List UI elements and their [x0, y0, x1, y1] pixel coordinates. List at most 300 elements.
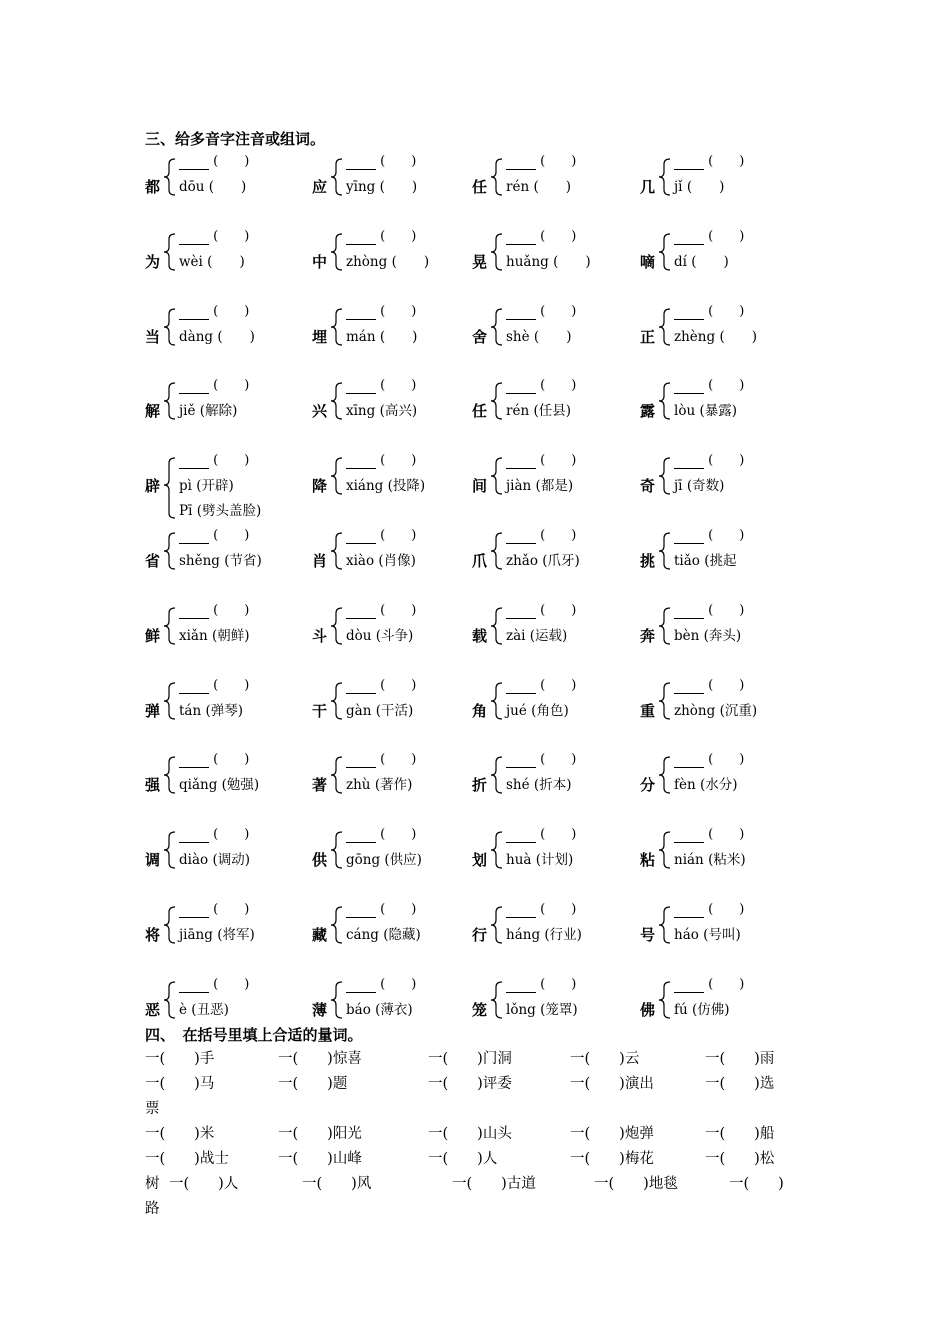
word-blank-paren[interactable]: ( ): [213, 154, 250, 169]
measure-noun: 松: [759, 1151, 775, 1167]
word-blank-paren[interactable]: ( ): [213, 902, 250, 917]
word-text[interactable]: (丑恶): [191, 1001, 229, 1018]
pinyin-blank[interactable]: [346, 231, 376, 245]
measure-word-item[interactable]: [705, 1147, 774, 1172]
measure-word-item[interactable]: [452, 1172, 536, 1197]
word-blank-paren[interactable]: ( ): [213, 528, 250, 543]
blank-line[interactable]: [346, 304, 416, 320]
pinyin-blank[interactable]: [674, 605, 704, 619]
blank-line[interactable]: [179, 902, 249, 918]
blank-line[interactable]: [506, 453, 576, 469]
word-blank-paren[interactable]: ( ): [540, 228, 577, 244]
polyphone-entry: [640, 752, 820, 816]
measure-blank[interactable]: 一( ): [302, 1176, 357, 1192]
measure-blank[interactable]: 一( ): [428, 1126, 483, 1142]
pinyin-blank[interactable]: [506, 530, 536, 544]
word-text[interactable]: (肖像): [378, 553, 416, 569]
blank-line[interactable]: [346, 528, 416, 544]
brace-icon: [658, 682, 672, 720]
measure-word-item[interactable]: [145, 1122, 214, 1147]
word-text[interactable]: (解除): [199, 403, 238, 420]
pinyin-line: [346, 328, 417, 346]
word-text[interactable]: ( ): [691, 253, 729, 270]
pinyin-blank[interactable]: [346, 380, 376, 394]
pinyin-line: [674, 702, 757, 720]
polyphone-entry: [472, 602, 652, 667]
measure-blank[interactable]: 一( ): [594, 1176, 649, 1192]
polyphone-entry: [312, 602, 492, 667]
blank-line[interactable]: [346, 902, 416, 918]
word-text[interactable]: ( ): [208, 179, 247, 195]
blank-line[interactable]: [346, 977, 416, 993]
pinyin-blank[interactable]: [506, 904, 536, 918]
pinyin-blank[interactable]: [346, 306, 376, 320]
word-blank-paren[interactable]: ( ): [540, 902, 577, 917]
measure-blank[interactable]: 一( ): [705, 1076, 760, 1092]
measure-word-item[interactable]: [278, 1072, 347, 1097]
word-text[interactable]: ( ): [553, 253, 591, 270]
word-text[interactable]: (暴露): [699, 403, 737, 420]
brace-icon: [490, 308, 504, 346]
pinyin-blank[interactable]: [179, 680, 209, 694]
measure-word-item[interactable]: [428, 1047, 512, 1072]
pinyin-blank[interactable]: [346, 680, 376, 694]
blank-line[interactable]: [506, 154, 576, 170]
brace-icon: [163, 532, 177, 570]
brace-icon: [658, 158, 672, 196]
pinyin-text: Pī: [179, 503, 193, 520]
blank-line[interactable]: [346, 678, 416, 694]
pinyin-blank[interactable]: [179, 754, 209, 768]
measure-word-item[interactable]: [278, 1147, 362, 1172]
pinyin-blank[interactable]: [179, 156, 209, 170]
measure-blank[interactable]: 一( ): [452, 1176, 507, 1192]
pinyin-text: zhǎo: [506, 553, 538, 569]
blank-line[interactable]: [179, 304, 249, 320]
word-blank-paren[interactable]: ( ): [213, 752, 250, 768]
blank-line[interactable]: [674, 752, 744, 768]
measure-word-item[interactable]: [145, 1072, 214, 1097]
polyphone-entry: [145, 677, 328, 742]
pinyin-blank[interactable]: [179, 904, 209, 918]
measure-noun: 门洞: [482, 1051, 512, 1067]
measure-word-item[interactable]: [570, 1122, 654, 1147]
measure-word-item[interactable]: [145, 1047, 214, 1072]
blank-line[interactable]: [674, 678, 744, 694]
word-text[interactable]: (运载): [529, 627, 568, 644]
pinyin-blank[interactable]: [674, 455, 704, 469]
measure-blank[interactable]: 一( ): [145, 1151, 200, 1167]
word-blank-paren[interactable]: ( ): [708, 228, 745, 244]
word-blank-paren[interactable]: ( ): [708, 528, 745, 543]
word-text[interactable]: (任县): [533, 403, 571, 420]
word-text[interactable]: ( ): [217, 328, 255, 345]
pinyin-blank[interactable]: [674, 904, 704, 918]
pinyin-blank[interactable]: [674, 306, 704, 320]
pinyin-line: [179, 627, 250, 645]
measure-blank[interactable]: 一( ): [428, 1076, 483, 1092]
pinyin-blank[interactable]: [674, 979, 704, 993]
word-text[interactable]: ( ): [379, 328, 418, 345]
word-text[interactable]: (奇数): [686, 478, 725, 495]
polyphone-entry: [145, 528, 328, 592]
word-text[interactable]: ( ): [379, 179, 418, 195]
blank-line[interactable]: [674, 229, 744, 245]
polyphone-entry: [312, 154, 492, 218]
brace-icon: [163, 756, 177, 794]
word-blank-paren[interactable]: ( ): [540, 677, 577, 693]
pinyin-blank[interactable]: [346, 156, 376, 170]
pinyin-blank[interactable]: [179, 829, 209, 843]
pinyin-blank[interactable]: [179, 979, 209, 993]
word-text[interactable]: (角色): [531, 702, 569, 719]
blank-line[interactable]: [674, 827, 744, 843]
pinyin-blank[interactable]: [506, 306, 536, 320]
pinyin-text: zhòng: [674, 702, 716, 719]
word-text[interactable]: (都是): [535, 478, 574, 495]
word-blank-paren[interactable]: ( ): [380, 602, 417, 618]
measure-blank[interactable]: 一( ): [570, 1051, 625, 1067]
polyphone-entry: [145, 453, 328, 520]
word-text[interactable]: (开辟): [196, 478, 234, 495]
pinyin-text: xiào: [346, 553, 375, 569]
pinyin-blank[interactable]: [179, 231, 209, 245]
pinyin-line: [506, 402, 571, 420]
blank-line[interactable]: [179, 752, 249, 768]
pinyin-blank[interactable]: [674, 380, 704, 394]
blank-line[interactable]: [346, 378, 416, 394]
word-blank-paren[interactable]: ( ): [213, 453, 250, 469]
word-text[interactable]: (弹琴): [205, 702, 244, 719]
blank-line[interactable]: [506, 528, 576, 544]
blank-line[interactable]: [346, 229, 416, 245]
word-text[interactable]: ( ): [391, 253, 430, 270]
blank-line[interactable]: [506, 752, 576, 768]
blank-line[interactable]: [674, 528, 744, 544]
word-text[interactable]: (号叫): [703, 927, 741, 943]
measure-noun: 演出: [624, 1076, 654, 1092]
measure-blank[interactable]: 一( ): [278, 1076, 333, 1092]
polyphone-char: 几: [640, 178, 656, 196]
word-blank-paren[interactable]: ( ): [540, 154, 577, 169]
pinyin-blank[interactable]: [346, 904, 376, 918]
word-blank-paren[interactable]: ( ): [708, 303, 745, 319]
polyphone-char: 间: [472, 477, 488, 496]
blank-line[interactable]: [179, 229, 249, 245]
word-blank-paren[interactable]: ( ): [708, 677, 745, 693]
pinyin-blank[interactable]: [506, 605, 536, 619]
word-text[interactable]: ( ): [533, 328, 572, 345]
word-blank-paren[interactable]: ( ): [708, 902, 745, 917]
measure-blank[interactable]: 一( ): [705, 1151, 760, 1167]
brace-icon: [490, 981, 504, 1019]
blank-line[interactable]: [506, 229, 576, 245]
word-blank-paren[interactable]: ( ): [380, 677, 417, 693]
pinyin-text: jiàn: [506, 478, 532, 495]
word-blank-paren[interactable]: ( ): [540, 602, 577, 618]
pinyin-text: rén: [506, 179, 530, 195]
word-text[interactable]: (折本): [533, 777, 572, 794]
pinyin-blank[interactable]: [346, 979, 376, 993]
word-text[interactable]: (笼罩): [540, 1001, 578, 1018]
word-blank-paren[interactable]: ( ): [380, 752, 417, 768]
word-blank-paren[interactable]: ( ): [540, 378, 577, 394]
word-text[interactable]: (将军): [217, 927, 255, 943]
pinyin-blank[interactable]: [346, 530, 376, 544]
word-blank-paren[interactable]: ( ): [380, 453, 417, 469]
polyphone-char: 折: [472, 776, 488, 795]
blank-line[interactable]: [346, 453, 416, 469]
measure-blank[interactable]: 一( ): [428, 1151, 483, 1167]
word-text[interactable]: (调动): [212, 852, 250, 869]
pinyin-blank[interactable]: [674, 680, 704, 694]
brace-icon: [330, 756, 344, 794]
word-text[interactable]: (朝鲜): [211, 627, 250, 644]
brace-icon: [490, 607, 504, 645]
measure-word-item[interactable]: [570, 1047, 639, 1072]
blank-line[interactable]: [506, 827, 576, 843]
pinyin-line: [179, 477, 234, 495]
word-text[interactable]: (投降): [387, 478, 426, 495]
word-blank-paren[interactable]: ( ): [540, 528, 577, 543]
measure-blank[interactable]: 一( ): [145, 1051, 200, 1067]
measure-noun: 船: [759, 1126, 775, 1142]
blank-line[interactable]: [674, 603, 744, 619]
word-text[interactable]: ( ): [719, 328, 757, 345]
pinyin-blank[interactable]: [674, 231, 704, 245]
blank-line[interactable]: [346, 752, 416, 768]
word-blank-paren[interactable]: ( ): [380, 154, 417, 169]
brace-icon: [490, 682, 504, 720]
word-text[interactable]: (干活): [375, 702, 414, 719]
polyphone-entry: [312, 827, 492, 891]
pinyin-blank[interactable]: [346, 605, 376, 619]
word-blank-paren[interactable]: ( ): [540, 976, 577, 992]
measure-word-item[interactable]: [278, 1122, 362, 1147]
word-blank-paren[interactable]: ( ): [213, 602, 250, 618]
pinyin-blank[interactable]: [346, 829, 376, 843]
measure-blank[interactable]: 一( ): [729, 1176, 784, 1192]
blank-line[interactable]: [179, 453, 249, 469]
word-blank-paren[interactable]: ( ): [708, 453, 745, 469]
word-blank-paren[interactable]: ( ): [540, 752, 577, 768]
word-text[interactable]: (爪牙): [542, 553, 580, 569]
blank-line[interactable]: [179, 827, 249, 843]
word-text[interactable]: (薄衣): [375, 1001, 413, 1018]
measure-word-item[interactable]: [705, 1047, 774, 1072]
word-blank-paren[interactable]: ( ): [213, 976, 250, 992]
measure-word-item[interactable]: [570, 1072, 654, 1097]
blank-line[interactable]: [674, 977, 744, 993]
measure-blank[interactable]: 一( ): [570, 1076, 625, 1092]
measure-word-item[interactable]: [570, 1147, 654, 1172]
brace-icon: [163, 607, 177, 645]
blank-line[interactable]: [674, 453, 744, 469]
word-text[interactable]: (仿佛): [692, 1001, 730, 1018]
word-blank-paren[interactable]: ( ): [213, 378, 250, 394]
word-blank-paren[interactable]: ( ): [380, 827, 417, 843]
word-blank-paren[interactable]: ( ): [540, 453, 577, 469]
measure-word-item[interactable]: [705, 1122, 774, 1147]
word-text[interactable]: (水分): [699, 777, 738, 794]
word-blank-paren[interactable]: ( ): [380, 378, 417, 394]
brace-icon: [163, 158, 177, 196]
pinyin-blank[interactable]: [179, 455, 209, 469]
blank-line[interactable]: [506, 603, 576, 619]
pinyin-blank[interactable]: [179, 605, 209, 619]
pinyin-line: [674, 477, 724, 495]
pinyin-blank[interactable]: [506, 156, 536, 170]
word-text[interactable]: (供应): [384, 852, 422, 869]
polyphone-entry: [145, 902, 328, 966]
measure-blank[interactable]: 一( ): [169, 1176, 224, 1192]
word-text[interactable]: (行业): [544, 927, 582, 943]
word-blank-paren[interactable]: ( ): [380, 303, 417, 319]
blank-line[interactable]: [179, 154, 249, 170]
blank-line[interactable]: [506, 304, 576, 320]
word-blank-paren[interactable]: ( ): [213, 228, 250, 244]
word-text[interactable]: (斗争): [375, 627, 414, 644]
word-text[interactable]: (计划): [535, 852, 574, 869]
pinyin-blank[interactable]: [506, 680, 536, 694]
pinyin-blank[interactable]: [506, 829, 536, 843]
blank-line[interactable]: [674, 902, 744, 918]
measure-word-item[interactable]: [705, 1072, 774, 1097]
measure-word-item[interactable]: [302, 1172, 371, 1197]
pinyin-blank[interactable]: [674, 829, 704, 843]
measure-word-item[interactable]: [594, 1172, 678, 1197]
measure-noun: 雨: [759, 1051, 775, 1067]
blank-line[interactable]: [506, 678, 576, 694]
pinyin-blank[interactable]: [179, 306, 209, 320]
pinyin-line: [346, 1001, 413, 1019]
pinyin-text: lòu: [674, 403, 696, 420]
pinyin-line: [506, 851, 573, 869]
polyphone-entry: [640, 453, 820, 517]
pinyin-line: [346, 402, 417, 420]
word-blank-paren[interactable]: ( ): [213, 677, 250, 693]
measure-blank[interactable]: 一( ): [570, 1151, 625, 1167]
polyphone-entry: [472, 827, 652, 891]
measure-blank[interactable]: 一( ): [145, 1076, 200, 1092]
word-blank-paren[interactable]: ( ): [540, 827, 577, 843]
measure-word-item[interactable]: [428, 1072, 512, 1097]
word-text[interactable]: (粘米): [708, 852, 746, 869]
word-text[interactable]: (节省): [224, 553, 262, 569]
polyphone-entry: [145, 827, 328, 891]
pinyin-blank[interactable]: [179, 380, 209, 394]
pinyin-text: shěng: [179, 553, 220, 569]
pinyin-blank[interactable]: [674, 754, 704, 768]
word-text[interactable]: ( ): [533, 179, 571, 195]
pinyin-line: [506, 477, 573, 495]
measure-blank[interactable]: 一( ): [278, 1126, 333, 1142]
measure-word-item[interactable]: [428, 1147, 497, 1172]
measure-word-item[interactable]: [169, 1172, 238, 1197]
blank-line[interactable]: [179, 977, 249, 993]
pinyin-blank[interactable]: [506, 979, 536, 993]
measure-word-item[interactable]: [729, 1172, 784, 1197]
measure-word-item[interactable]: [428, 1122, 512, 1147]
blank-line[interactable]: [346, 154, 416, 170]
measure-word-item[interactable]: [278, 1047, 362, 1072]
word-text[interactable]: ( ): [207, 253, 245, 270]
word-blank-paren[interactable]: ( ): [708, 154, 745, 169]
blank-line[interactable]: [506, 902, 576, 918]
word-blank-paren[interactable]: ( ): [540, 303, 577, 319]
word-text[interactable]: (著作): [374, 777, 413, 794]
blank-line[interactable]: [506, 977, 576, 993]
blank-line[interactable]: [179, 378, 249, 394]
pinyin-blank[interactable]: [506, 754, 536, 768]
blank-line[interactable]: [179, 603, 249, 619]
word-blank-paren[interactable]: ( ): [213, 303, 250, 319]
blank-line[interactable]: [674, 304, 744, 320]
word-blank-paren[interactable]: ( ): [708, 752, 745, 768]
blank-line[interactable]: [179, 528, 249, 544]
word-text[interactable]: (勉强): [221, 777, 260, 794]
word-text[interactable]: (奔头): [703, 627, 742, 644]
polyphone-char: 任: [472, 178, 488, 196]
measure-blank[interactable]: 一( ): [278, 1051, 333, 1067]
measure-blank[interactable]: 一( ): [705, 1126, 760, 1142]
polyphone-entry: [472, 976, 652, 1041]
blank-line[interactable]: [179, 678, 249, 694]
measure-blank[interactable]: 一( ): [145, 1126, 200, 1142]
word-blank-paren[interactable]: ( ): [708, 827, 745, 843]
pinyin-line: [346, 477, 425, 495]
word-text[interactable]: (沉重): [719, 702, 758, 719]
measure-blank[interactable]: 一( ): [278, 1151, 333, 1167]
pinyin-blank[interactable]: [179, 530, 209, 544]
measure-blank[interactable]: 一( ): [428, 1051, 483, 1067]
measure-blank[interactable]: 一( ): [570, 1126, 625, 1142]
word-blank-paren[interactable]: ( ): [213, 827, 250, 843]
pinyin-blank[interactable]: [506, 231, 536, 245]
pinyin-blank[interactable]: [506, 455, 536, 469]
word-blank-paren[interactable]: ( ): [708, 378, 745, 394]
blank-line[interactable]: [346, 603, 416, 619]
blank-line[interactable]: [506, 378, 576, 394]
pinyin-text: jiě: [179, 403, 196, 420]
word-text[interactable]: (挑起: [704, 553, 737, 569]
pinyin-text: rén: [506, 403, 530, 420]
word-blank-paren[interactable]: ( ): [380, 976, 417, 992]
pinyin-text: dōu: [179, 179, 205, 195]
blank-line[interactable]: [346, 827, 416, 843]
measure-word-item[interactable]: [145, 1147, 229, 1172]
word-text[interactable]: ( ): [686, 179, 725, 195]
polyphone-char: 载: [472, 626, 488, 645]
pinyin-blank[interactable]: [346, 455, 376, 469]
pinyin-blank[interactable]: [506, 380, 536, 394]
word-text[interactable]: (隐藏): [383, 927, 421, 943]
word-text[interactable]: (高兴): [379, 403, 418, 420]
word-blank-paren[interactable]: ( ): [380, 228, 417, 244]
blank-line[interactable]: [674, 154, 744, 170]
pinyin-blank[interactable]: [346, 754, 376, 768]
pinyin-text: fèn: [674, 777, 696, 794]
polyphone-char: 干: [312, 701, 328, 720]
word-blank-paren[interactable]: ( ): [380, 902, 417, 917]
pinyin-blank[interactable]: [674, 530, 704, 544]
blank-line[interactable]: [674, 378, 744, 394]
measure-blank[interactable]: 一( ): [705, 1051, 760, 1067]
pinyin-blank[interactable]: [674, 156, 704, 170]
word-blank-paren[interactable]: ( ): [708, 976, 745, 992]
word-blank-paren[interactable]: ( ): [708, 602, 745, 618]
word-blank-paren[interactable]: ( ): [380, 528, 417, 543]
